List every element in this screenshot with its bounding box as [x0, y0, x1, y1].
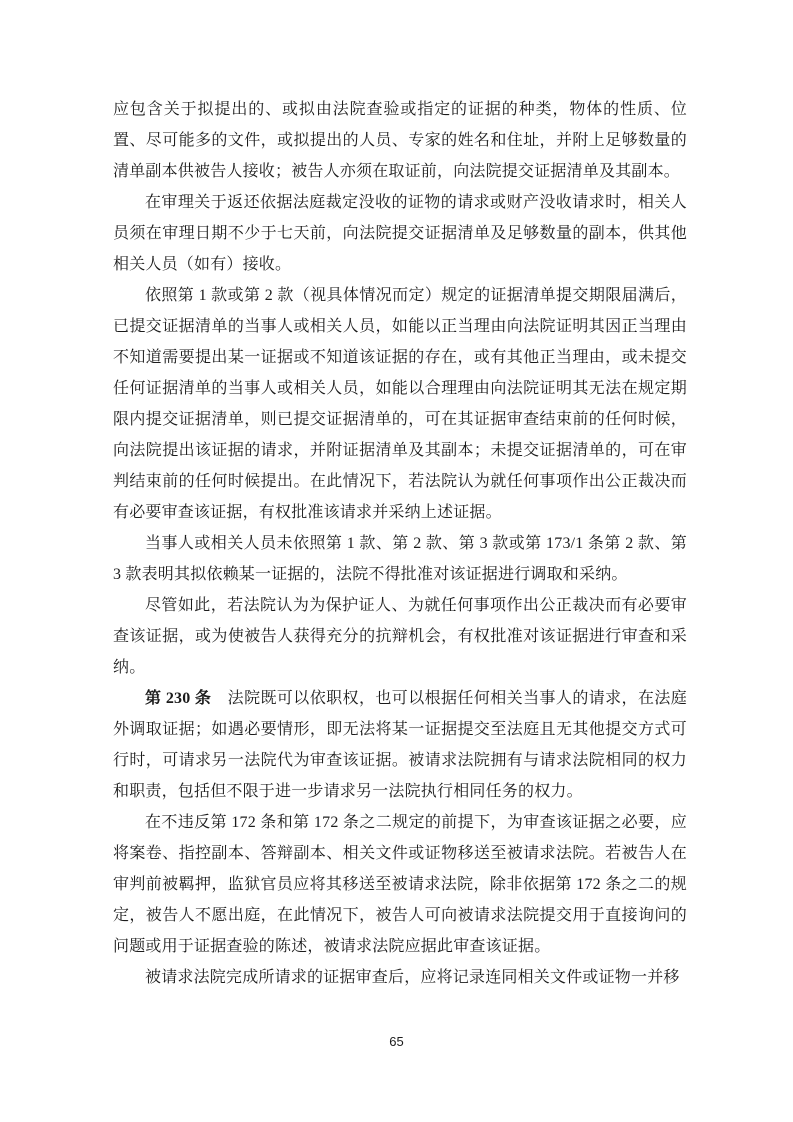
- paragraph-exception: 尽管如此，若法院认为为保护证人、为就任何事项作出公正裁决而有必要审查该证据，或为使被告人获得充分的抗辩机会，有权批准对该证据进行审查和采纳。: [113, 597, 687, 676]
- paragraph-non-compliance: 当事人或相关人员未依照第 1 款、第 2 款、第 3 款或第 173/1 条第 2 款、第 3 款表明其拟依赖某一证据的，法院不得批准对该证据进行调取和采纳。: [113, 535, 687, 583]
- paragraph-continuation: 应包含关于拟提出的、或拟由法院查验或指定的证据的种类，物体的性质、位置、尽可能多的文件，或拟提出的人员、专家的姓名和住址，并附上足够数量的清单副本供被告人接收；被告人亦须在取证前，向法院提交证据清单及其副本。: [113, 101, 687, 180]
- text-block: [113, 94, 687, 993]
- article-body-text: 法院既可以依职权，也可以根据任何相关当事人的请求，在法庭外调取证据；如遇必要情形，即无法将某一证据提交至法庭且无其他提交方式可行时，可请求另一法院代为审查该证据。被请求法院拥有与请求法院相同的权力和职责，包括但不限于进一步请求另一法院执行相同任务的权力。: [113, 690, 687, 800]
- paragraph-transfer-of-files: 在不违反第 172 条和第 172 条之二规定的前提下，为审查该证据之必要，应将案卷、指控副本、答辩副本、相关文件或证物移送至被请求法院。若被告人在审判前被羁押，监狱官员应将其移送至被请求法院，除非依据第 172 条之二的规定，被告人不愿出庭，在此情况下，被告人可向被请求法院提交用于直接询问的问题或用于证据查验的陈述，被请求法院应据此审查该证据。: [113, 814, 687, 955]
- paragraph-requested-court: 被请求法院完成所请求的证据审查后，应将记录连同相关文件或证物一并移: [145, 969, 680, 986]
- article-number: 第 230 条: [145, 690, 212, 707]
- paragraph-article-230: [113, 683, 687, 807]
- paragraph-hearing-request: 在审理关于返还依据法庭裁定没收的证物的请求或财产没收请求时，相关人员须在审理日期不少于七天前，向法院提交证据清单及足够数量的副本，供其他相关人员（如有）接收。: [113, 194, 687, 273]
- page-number: 65: [389, 1034, 404, 1049]
- paragraph-evidence-list-deadline: 依照第 1 款或第 2 款（视具体情况而定）规定的证据清单提交期限届满后，已提交证据清单的当事人或相关人员，如能以正当理由向法院证明其因正当理由不知道需要提出某一证据或不知道该证据的存在，或有其他正当理由，或未提交任何证据清单的当事人或相关人员，如能以合理理由向法院证明其无法在规定期限内提交证据清单，则已提交证据清单的，可在其证据审查结束前的任何时候，向法院提出该证据的请求，并附证据清单及其副本；未提交证据清单的，可在审判结束前的任何时候提出。在此情况下，若法院认为就任何事项作出公正裁决而有必要审查该证据，有权批准该请求并采纳上述证据。: [113, 287, 687, 521]
